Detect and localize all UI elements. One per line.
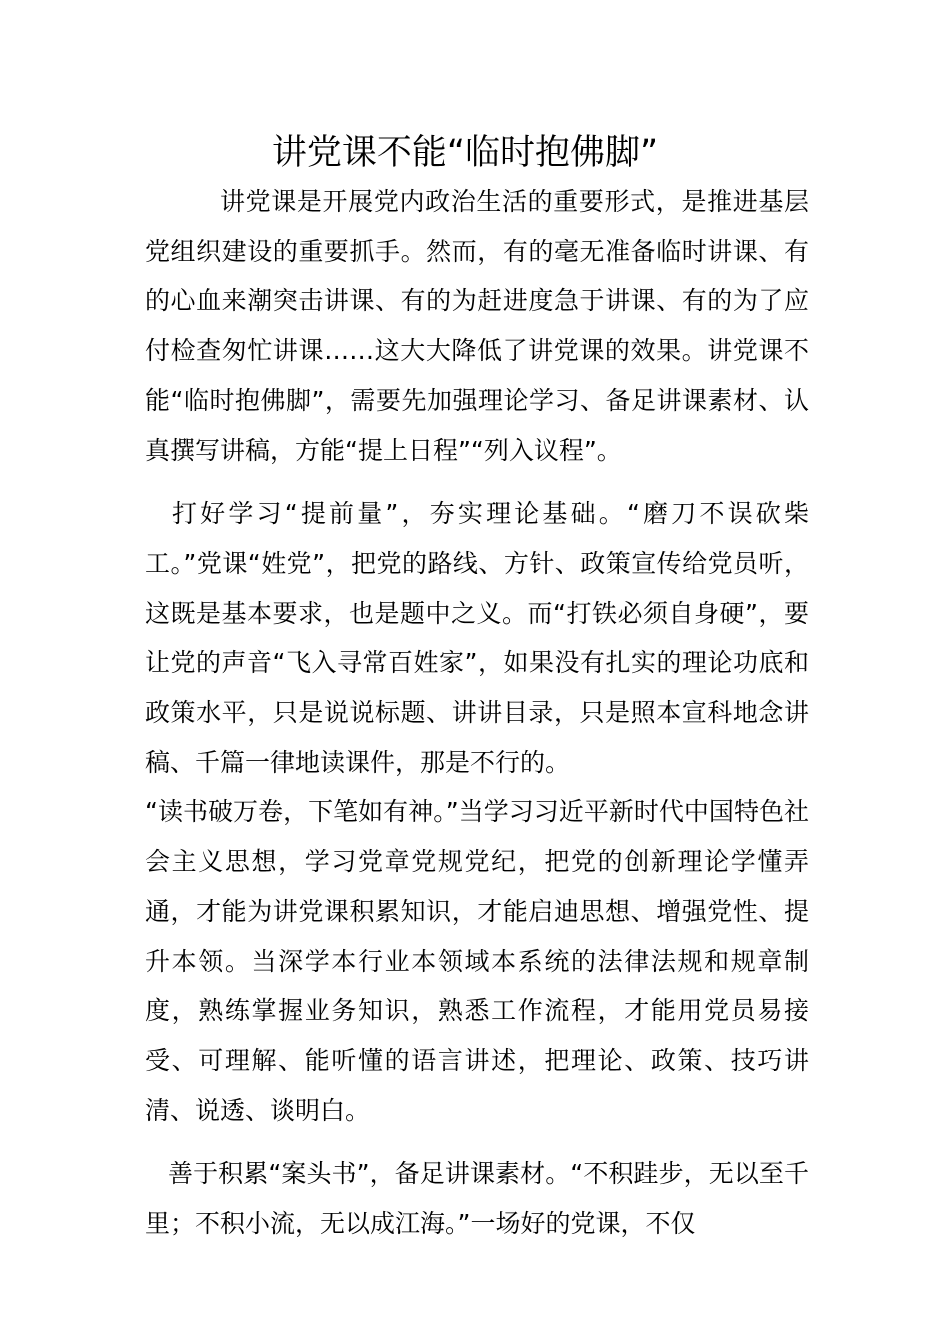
document-body [145, 177, 809, 1249]
paragraph-study: 打好学习“提前量”，夯实理论基础。“磨刀不误砍柴工。”党课“姓党”，把党的路线、方针、政策宣传给党员听，这既是基本要求，也是题中之义。而“打铁必须自身硬”，要让党的声音“飞入寻常百姓家”，如果没有扎实的理论功底和政策水平，只是说说标题、讲讲目录，只是照本宣科地念讲稿、千篇一律地读课件，那是不行的。 [145, 499, 809, 777]
document-title: 讲党课不能“临时抱佛脚” [271, 133, 659, 173]
paragraph-intro: 讲党课是开展党内政治生活的重要形式，是推进基层党组织建设的重要抓手。然而，有的毫无准备临时讲课、有的心血来潮突击讲课、有的为赶进度急于讲课、有的为了应付检查匆忙讲课……这大大降低了讲党课的效果。讲党课不能“临时抱佛脚”，需要先加强理论学习、备足讲课素材、认真撰写讲稿，方能“提上日程”“列入议程”。 [145, 187, 809, 465]
paragraph-accumulate: 善于积累“案头书”，备足讲课素材。“不积跬步，无以至千里；不积小流，无以成江海。”一场好的党课，不仅 [145, 1159, 809, 1239]
paragraph-reading: “读书破万卷，下笔如有神。”当学习习近平新时代中国特色社会主义思想，学习党章党规党纪，把党的创新理论学懂弄通，才能为讲党课积累知识，才能启迪思想、增强党性、提升本领。当深学本行业本领域本系统的法律法规和规章制度，熟练掌握业务知识，熟悉工作流程，才能用党员易接受、可理解、能听懂的语言讲述，把理论、政策、技巧讲清、说透、谈明白。 [145, 797, 809, 1125]
